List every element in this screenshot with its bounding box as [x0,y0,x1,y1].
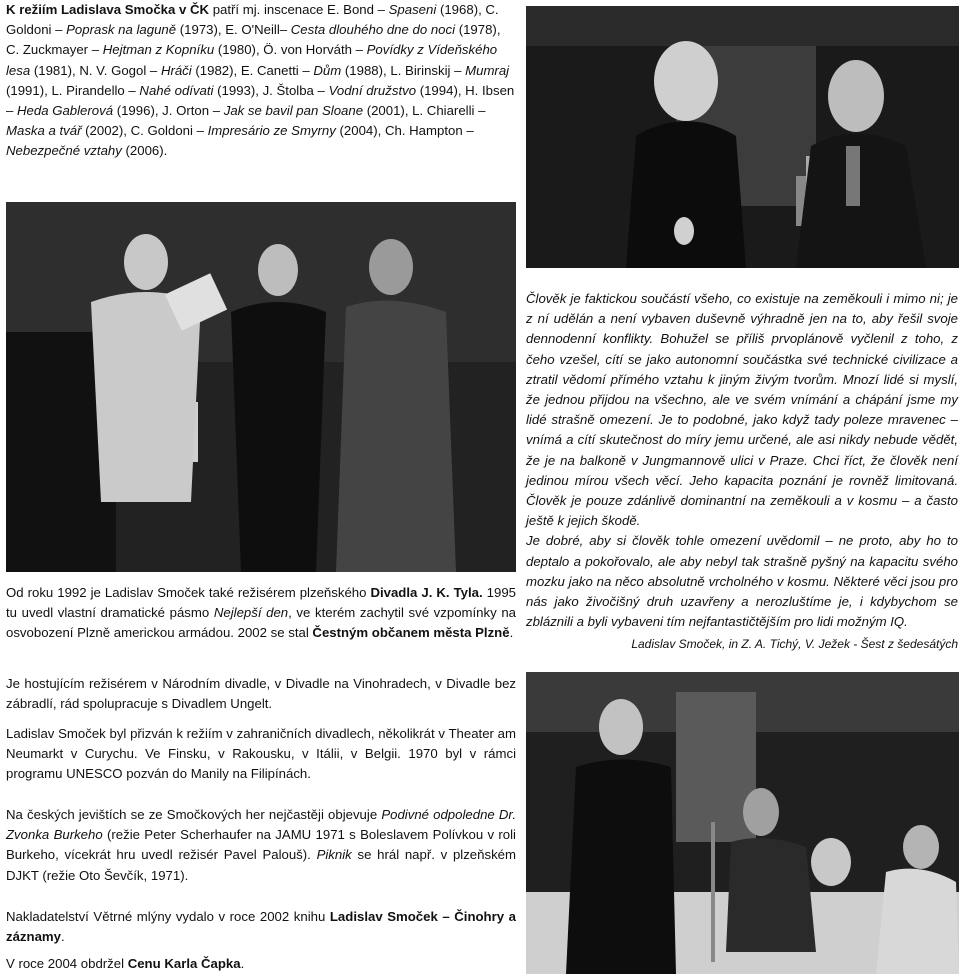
play-title: Dům [313,62,342,78]
para-plzen: Od roku 1992 je Ladislav Smoček také režisérem plzeňského Divadla J. K. Tyla. 1995 tu uvedl vlastní dramatické pásmo Nejlepší den, ve kterém zachytil své vzpomínky na osvobození Plzně americkou armádou. 2002 se stal Čestným občanem města Plzně. [6,585,516,641]
play-title: Heda Gablerová [17,103,114,119]
play-title: Impresário ze Smyrny [207,123,336,139]
play-title: Hráči [160,62,192,78]
play-title: Nahé odívati [139,82,214,98]
play-title: Mumraj [465,62,510,78]
filmography-text: K režiím Ladislava Smočka v ČK patří mj. inscenace E. Bond – Spaseni (1968), C. Goldoni – Poprask na laguně (1973), E. O'Neill– Cesta dlouhého dne do noci (1978), C. Zuckmayer – Hejtman z Kopníku (1980), Ö. von Horváth – Povídky z Vídeňského lesa (1981), N. V. Gogol – Hráči (1982), E. Canetti – Dům (1988), L. Birinskij – Mumraj (1991), L. Pirandello – Nahé odívati (1993), J. Štolba – Vodní družstvo (1994), H. Ibsen – Heda Gablerová (1996), J. Orton – Jak se bavil pan Sloane (2001), L. Chiarelli – Maska a tvář (2002), C. Goldoni – Impresário ze Smyrny (2004), Ch. Hampton – Nebezpečné vztahy (2006). [6,2,515,159]
play-title: Cesta dlouhého dne do noci [290,22,456,38]
para-book: Nakladatelství Větrné mlýny vydalo v roce 2002 knihu Ladislav Smoček – Činohry a záznamy. [6,909,516,945]
play-title: Poprask na laguně [66,22,177,38]
photo-two-men [526,6,959,268]
filmography-intro: K režiím Ladislava Smočka v ČK [6,2,210,17]
play-title: Maska a tvář [6,123,82,139]
play-title: Povídky z Vídeňského lesa [6,42,498,78]
photo-stage-scene [526,672,959,974]
photo-rehearsal [6,202,516,572]
para-award: V roce 2004 obdržel Cenu Karla Čapka. [6,956,245,971]
smocek-quote: Člověk je faktickou součástí všeho, co existuje na zeměkouli i mimo ni; je z ní udělán a není vybaven duševně výhradně jen na to, aby řešil svoje dennodenní konflikty. Bohužel se příliš prvoplánově vyčlenil z toho, z čeho vzešel, cítí se jako autonomní součástka své technické civilizace a ztratil vědomí přímého vztahu k jiným živým tvorům. Mnozí lidé si myslí, že jednou přijdou na všechno, ale ve svém vnímání a chápání jsme my lidé strašně omezení. Je to podobné, jako když tady poleze mravenec – vnímá a cítí skutečnost do míry jemu určené, ale asi nikdy nebude vědět, že je na balkoně v Jungmannově ulici v Praze. Chci říct, že člověk není jedinou mírou všech věcí. Jeho kapacita poznání je rovněž limitovaná. Člověk je pouze zdánlivě dominantní na zeměkouli a v kosmu – a často ještě k jejich škodě. Je dobré, aby si člověk tohle omezení uvědomil – ne proto, aby ho to deptalo a pokořovalo, ale aby nebyl tak strašně pyšný na kapacitu svého mozku jako na něco absolutně vrcholného v kosmu. Některé věci jsou pro nás jako živočišný druh uzavřeny a nerozluštíme je, i kdybychom se zbláznili a byli vybaveni tím nejfantastičtějším pro lidi možným IQ. Ladislav Smoček, in Z. A. Tichý, V. Ježek - Šest z šedesátých [526,289,958,655]
play-title: Hejtman z Kopníku [102,42,215,58]
para-abroad: Ladislav Smoček byl přizván k režiím v zahraničních divadlech, několikrát v Theater am Neumarkt v Curychu. Ve Finsku, v Rakousku, v Itálii, v Belgii. 1970 byl v rámci programu UNESCO pozván do Manily na Filipínách. [6,726,516,782]
para-plays: Na českých jevištích se ze Smočkových her nejčastěji objevuje Podivné odpoledne Dr. Zvonka Burkeho (režie Peter Scherhaufer na JAMU 1971 s Boleslavem Polívkou v roli Burkeho, vícekrát hru uvedl režisér Pavel Palouš). Piknik se hrál např. v plzeňském DJKT (režie Oto Ševčík, 1971). [6,807,516,883]
play-title: Vodní družstvo [328,82,417,98]
play-title: Nebezpečné vztahy [6,143,122,159]
quote-signature: Ladislav Smoček, in Z. A. Tichý, V. Ježek - Šest z šedesátých [631,637,958,652]
play-title: Jak se bavil pan Sloane [223,103,364,119]
para-hosting: Je hostujícím režisérem v Národním divadle, v Divadle na Vinohradech, v Divadle bez zábradlí, rád spolupracuje s Divadlem Ungelt. [6,676,516,712]
play-title: Spaseni [388,2,437,17]
